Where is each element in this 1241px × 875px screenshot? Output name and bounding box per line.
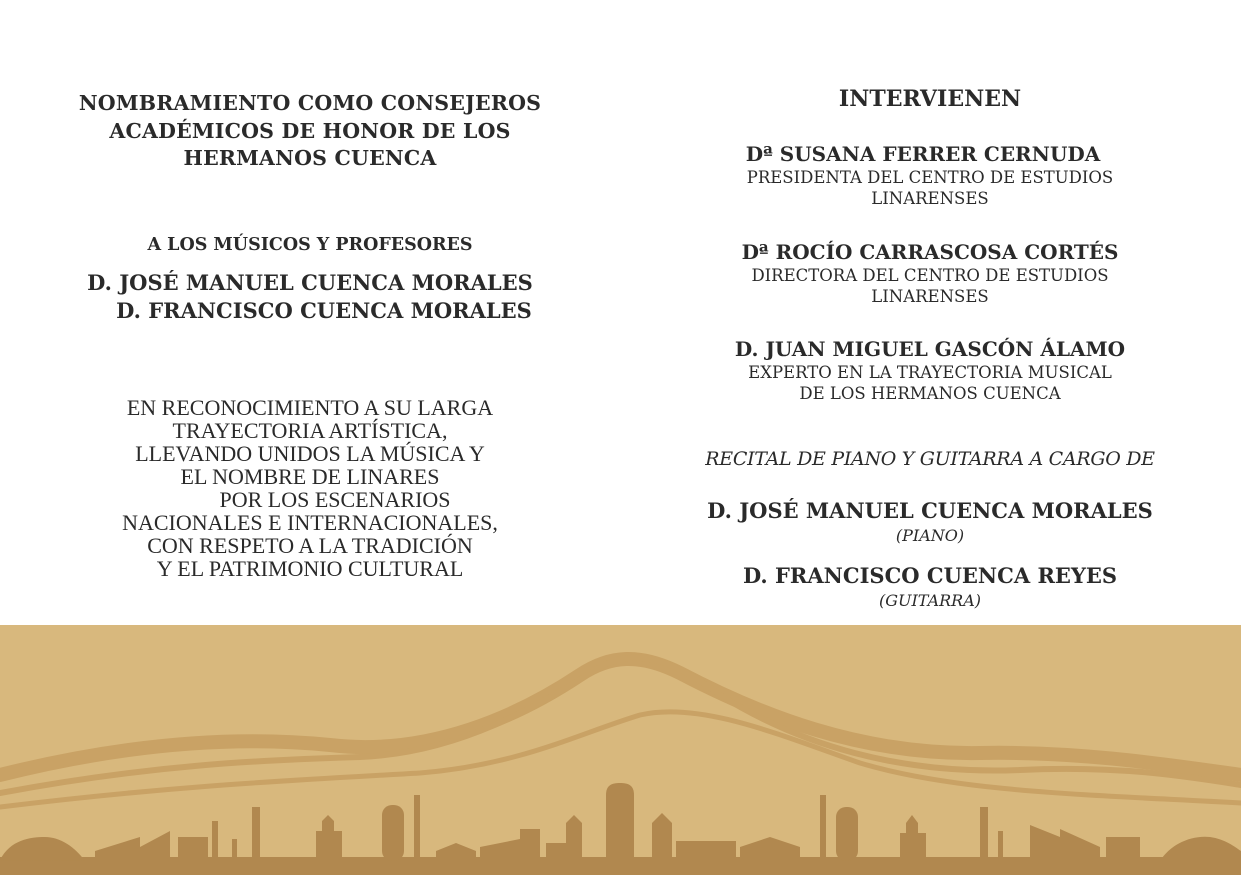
skyline-banner [0,625,1241,875]
speaker-role: DIRECTORA DEL CENTRO DE ESTUDIOS [751,266,1109,285]
performer-entry [700,562,1160,612]
honoree-name: D. FRANCISCO CUENCA MORALES [116,298,532,323]
recognition-line: EN RECONOCIMIENTO A SU LARGA [126,395,494,420]
recognition-line: EL NOMBRE DE LINARES [180,464,440,489]
speaker-role: EXPERTO EN LA TRAYECTORIA MUSICAL [748,363,1112,382]
recital-heading: RECITAL DE PIANO Y GUITARRA A CARGO DE [705,448,1155,470]
honoree-name: D. JOSÉ MANUEL CUENCA MORALES [87,270,533,295]
speaker-entry [700,337,1160,404]
title-line: HERMANOS CUENCA [183,146,437,170]
speaker-name: D. JUAN MIGUEL GASCÓN ÁLAMO [734,337,1126,361]
recognition-text [60,396,560,580]
recognition-line: TRAYECTORIA ARTÍSTICA, [172,418,448,443]
speaker-entry [700,142,1160,209]
speaker-role: LINARENSES [871,189,989,208]
recognition-line: POR LOS ESCENARIOS [219,487,451,512]
speaker-name: Dª ROCÍO CARRASCOSA CORTÉS [741,240,1119,264]
performer-name: D. FRANCISCO CUENCA REYES [742,563,1118,588]
speaker-entry [700,240,1160,307]
speaker-role: LINARENSES [871,287,989,306]
recognition-line: LLEVANDO UNIDOS LA MÚSICA Y [135,441,485,466]
dedication-line: A LOS MÚSICOS Y PROFESORES [147,235,473,255]
performer-name: D. JOSÉ MANUEL CUENCA MORALES [707,498,1153,523]
title-line: NOMBRAMIENTO COMO CONSEJEROS [78,91,542,115]
recognition-line: CON RESPETO A LA TRADICIÓN [147,533,473,558]
speaker-role: PRESIDENTA DEL CENTRO DE ESTUDIOS [746,168,1114,187]
event-title [60,90,560,173]
recognition-line: NACIONALES E INTERNACIONALES, [122,510,498,535]
performer-entry [700,497,1160,547]
honorees [60,269,560,325]
performer-instrument: (GUITARRA) [878,591,982,610]
recognition-line: Y EL PATRIMONIO CULTURAL [156,556,464,581]
speakers-heading: INTERVIENEN [838,86,1022,112]
speaker-role: DE LOS HERMANOS CUENCA [799,384,1061,403]
speaker-name: Dª SUSANA FERRER CERNUDA [745,142,1101,166]
title-line: ACADÉMICOS DE HONOR DE LOS [109,118,511,143]
performer-instrument: (PIANO) [895,526,965,545]
